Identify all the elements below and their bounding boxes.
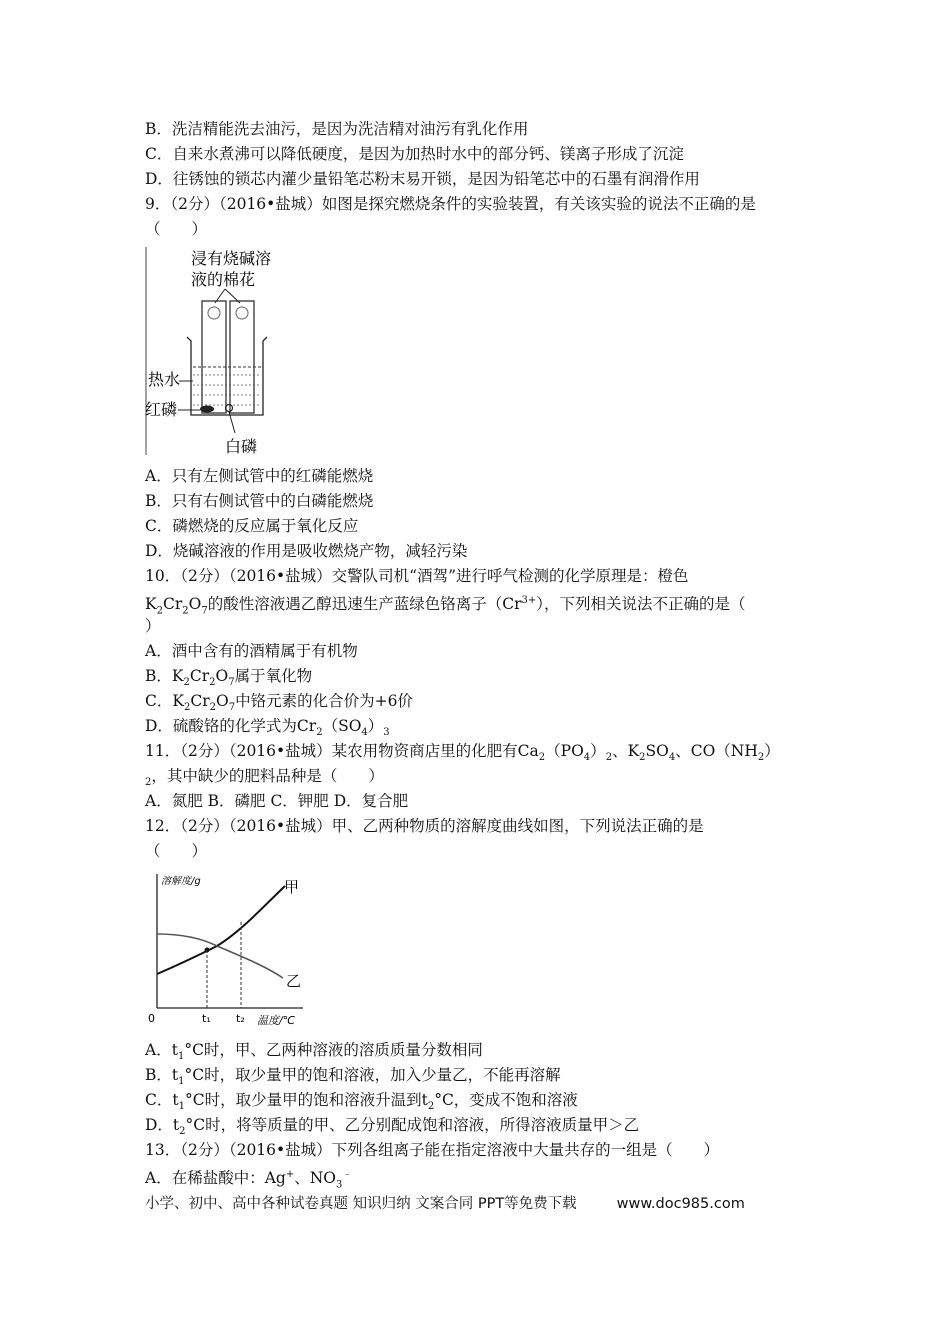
q12-option-b: B．$t_1^\circ C$时，取少量甲的饱和溶液，加入少量乙，不能再溶解 bbox=[145, 1066, 561, 1088]
q10-option-a: A．酒中含有的酒精属于有机物 bbox=[145, 642, 358, 660]
beaker bbox=[187, 337, 267, 415]
q10-option-b: B．$K_2Cr_2O_7$属于氧化物 bbox=[145, 667, 313, 689]
q12-paren: （ ） bbox=[145, 842, 208, 860]
right-test-tube bbox=[230, 301, 254, 413]
solubility-curve-chart bbox=[145, 870, 305, 1028]
q11-options: A．氮肥 B．磷肥 C．钾肥 D．复合肥 bbox=[145, 792, 409, 810]
q13-stem: 13．（2分）（2016•盐城）下列各组离子能在指定溶液中大量共存的一组是（ ） bbox=[145, 1141, 720, 1159]
combustion-apparatus-diagram bbox=[145, 245, 295, 457]
q8-option-d: D．往锈蚀的锁芯内灌少量铅笔芯粉末易开锁，是因为铅笔芯中的石墨有润滑作用 bbox=[145, 170, 700, 188]
fig-label-red-phosphorus: 红磷 bbox=[145, 400, 178, 419]
q9-option-c: C．磷燃烧的反应属于氧化反应 bbox=[145, 517, 359, 535]
cotton-left bbox=[208, 307, 220, 319]
footer-text: 小学、初中、高中各种试卷真题 知识归纳 文案合同 PPT等免费下载 bbox=[145, 1196, 577, 1212]
footer-url[interactable]: www.doc985.com bbox=[616, 1196, 745, 1212]
page-footer bbox=[145, 1192, 845, 1213]
q8-option-c: C．自来水煮沸可以降低硬度，是因为加热时水中的部分钙、镁离子形成了沉淀 bbox=[145, 145, 684, 163]
red-phosphorus bbox=[200, 406, 214, 413]
q12-option-c: C．$t_1^\circ C$时，取少量甲的饱和溶液升温到$t_2^\circ C$，变成不饱和溶液 bbox=[145, 1091, 578, 1113]
q9-option-d: D．烧碱溶液的作用是吸收燃烧产物，减轻污染 bbox=[145, 542, 468, 560]
q10-option-c: C．$K_2Cr_2O_7$中铬元素的化合价为+6价 bbox=[145, 692, 413, 714]
q8-option-b: B．洗洁精能洗去油污，是因为洗洁精对油污有乳化作用 bbox=[145, 120, 529, 138]
q10-stem-line3: ） bbox=[145, 617, 161, 635]
q9-option-a: A．只有左侧试管中的红磷能燃烧 bbox=[145, 467, 374, 485]
fig-label-yi: 乙 bbox=[286, 972, 302, 990]
curve-yi bbox=[157, 934, 283, 978]
q13-option-a: A．在稀盐酸中：Ag+、$NO_3^﹣$ bbox=[145, 1169, 353, 1191]
left-test-tube bbox=[202, 301, 226, 413]
q10-stem-line1: 10．（2分）（2016•盐城）交警队司机“酒驾”进行呼气检测的化学原理是：橙色 bbox=[145, 567, 689, 585]
fig-tick-t1: t₁ bbox=[202, 1012, 211, 1025]
fig-label-white-phosphorus: 白磷 bbox=[225, 437, 258, 456]
fig-tick-t2: t₂ bbox=[236, 1012, 245, 1025]
q12-figure bbox=[145, 870, 305, 1028]
q12-option-a: A．$t_1^\circ C$时，甲、乙两种溶液的溶质质量分数相同 bbox=[145, 1041, 483, 1063]
fig-label-hot-water: 热水 bbox=[148, 370, 181, 389]
q9-stem: 9．（2分）（2016•盐城）如图是探究燃烧条件的实验装置，有关该实验的说法不正确的是 bbox=[145, 195, 756, 213]
cotton-right bbox=[236, 307, 248, 319]
q9-figure bbox=[145, 245, 295, 457]
curve-jia bbox=[157, 886, 285, 974]
q9-paren: （ ） bbox=[145, 220, 208, 238]
fig-label-jia: 甲 bbox=[284, 878, 300, 896]
fig-y-axis-label: 溶解度/g bbox=[161, 876, 201, 887]
fig-origin: 0 bbox=[148, 1012, 155, 1025]
q10-option-d: D．硫酸铬的化学式为$Cr_2(SO_4)_3$ bbox=[145, 717, 390, 739]
q11-stem-line1: 11．（2分）（2016•盐城）某农用物资商店里的化肥有$Ca_2(PO_4)_2$、$K_2SO_4$、$CO(NH_2)$ bbox=[145, 742, 780, 764]
q10-stem-line2: $K_2Cr_2O_7$的酸性溶液遇乙醇迅速生产蓝绿色铬离子$(Cr^{3+})$，下列相关说法不正确的是（ bbox=[145, 595, 746, 617]
q9-option-b: B．只有右侧试管中的白磷能燃烧 bbox=[145, 492, 374, 510]
q12-option-d: D．$t_2^\circ C$时，将等质量的甲、乙分别配成饱和溶液，所得溶液质量甲＞乙 bbox=[145, 1116, 640, 1138]
fig-label-cotton-2: 液的棉花 bbox=[191, 270, 256, 289]
q12-stem: 12．（2分）（2016•盐城）甲、乙两种物质的溶解度曲线如图，下列说法正确的是 bbox=[145, 817, 704, 835]
fig-x-axis-label: 温度/℃ bbox=[257, 1014, 296, 1027]
fig-label-cotton-1: 浸有烧碱溶 bbox=[191, 249, 272, 268]
q11-stem-line2: $_2$，其中缺少的肥料品种是（ ） bbox=[145, 767, 384, 789]
